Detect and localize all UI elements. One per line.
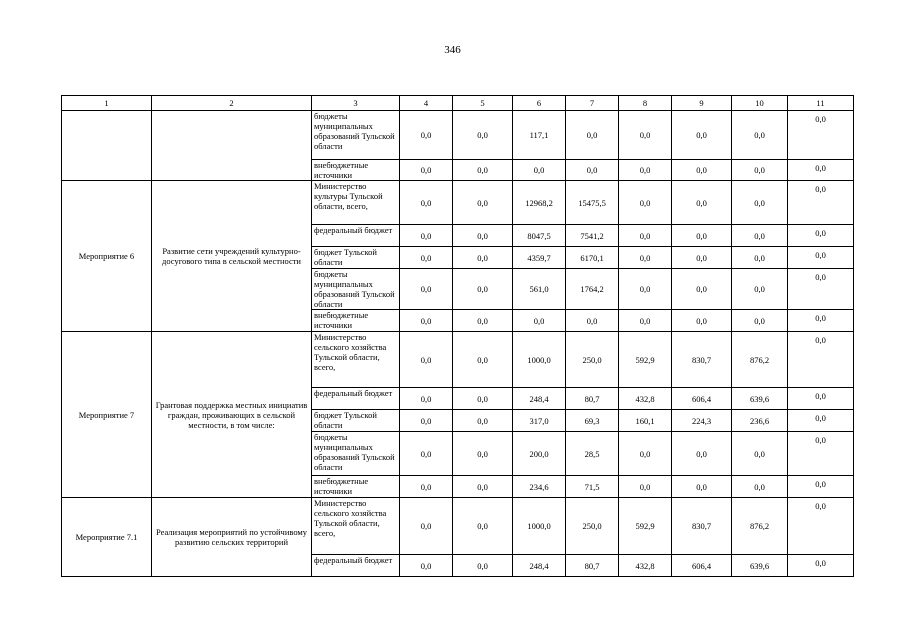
- column-header: 5: [453, 96, 513, 111]
- value-cell: 0,0: [788, 310, 854, 332]
- funding-source-cell: внебюджетные источники: [312, 476, 400, 498]
- value-cell: 0,0: [619, 111, 672, 160]
- value-cell: 248,4: [513, 555, 566, 577]
- value-cell: 0,0: [788, 181, 854, 225]
- value-cell: 0,0: [788, 498, 854, 555]
- event-name-cell: Мероприятие 7.1: [62, 498, 152, 577]
- value-cell: 0,0: [400, 111, 453, 160]
- event-description-cell: [152, 111, 312, 181]
- value-cell: 0,0: [453, 555, 513, 577]
- value-cell: 0,0: [400, 476, 453, 498]
- value-cell: 0,0: [453, 247, 513, 269]
- value-cell: 0,0: [619, 160, 672, 181]
- value-cell: 0,0: [453, 476, 513, 498]
- column-header: 7: [566, 96, 619, 111]
- value-cell: 0,0: [788, 388, 854, 410]
- column-header: 11: [788, 96, 854, 111]
- value-cell: 876,2: [732, 332, 788, 388]
- value-cell: 0,0: [672, 225, 732, 247]
- value-cell: 0,0: [400, 555, 453, 577]
- value-cell: 0,0: [788, 432, 854, 476]
- budget-table: [61, 95, 854, 577]
- value-cell: 8047,5: [513, 225, 566, 247]
- column-header: 1: [62, 96, 152, 111]
- value-cell: 592,9: [619, 332, 672, 388]
- value-cell: 0,0: [732, 310, 788, 332]
- value-cell: 0,0: [732, 111, 788, 160]
- value-cell: 639,6: [732, 388, 788, 410]
- value-cell: 0,0: [453, 111, 513, 160]
- value-cell: 830,7: [672, 498, 732, 555]
- event-name-cell: [62, 111, 152, 181]
- funding-source-cell: федеральный бюджет: [312, 225, 400, 247]
- value-cell: 71,5: [566, 476, 619, 498]
- value-cell: 0,0: [400, 160, 453, 181]
- event-name-cell: Мероприятие 6: [62, 181, 152, 332]
- value-cell: 1000,0: [513, 332, 566, 388]
- value-cell: 15475,5: [566, 181, 619, 225]
- value-cell: 1000,0: [513, 498, 566, 555]
- value-cell: 0,0: [672, 160, 732, 181]
- value-cell: 0,0: [732, 225, 788, 247]
- value-cell: 4359,7: [513, 247, 566, 269]
- value-cell: 0,0: [453, 310, 513, 332]
- value-cell: 0,0: [732, 476, 788, 498]
- value-cell: 248,4: [513, 388, 566, 410]
- funding-source-cell: Министерство сельского хозяйства Тульской области, всего,: [312, 498, 400, 555]
- value-cell: 0,0: [788, 247, 854, 269]
- value-cell: 0,0: [566, 310, 619, 332]
- column-header: 10: [732, 96, 788, 111]
- value-cell: 0,0: [788, 225, 854, 247]
- value-cell: 432,8: [619, 555, 672, 577]
- value-cell: 876,2: [732, 498, 788, 555]
- value-cell: 0,0: [566, 160, 619, 181]
- value-cell: 0,0: [732, 432, 788, 476]
- value-cell: 0,0: [672, 269, 732, 310]
- value-cell: 0,0: [400, 332, 453, 388]
- value-cell: 6170,1: [566, 247, 619, 269]
- value-cell: 80,7: [566, 388, 619, 410]
- funding-source-cell: бюджеты муниципальных образований Тульской области: [312, 432, 400, 476]
- column-header: 4: [400, 96, 453, 111]
- column-header: 8: [619, 96, 672, 111]
- value-cell: 0,0: [400, 310, 453, 332]
- value-cell: 592,9: [619, 498, 672, 555]
- value-cell: 12968,2: [513, 181, 566, 225]
- value-cell: 0,0: [788, 111, 854, 160]
- event-description-cell: Реализация мероприятий по устойчивому развитию сельских территорий: [152, 498, 312, 577]
- value-cell: 0,0: [619, 432, 672, 476]
- value-cell: 0,0: [732, 247, 788, 269]
- value-cell: 250,0: [566, 332, 619, 388]
- value-cell: 606,4: [672, 555, 732, 577]
- value-cell: 0,0: [453, 225, 513, 247]
- event-name-cell: Мероприятие 7: [62, 332, 152, 498]
- event-description-cell: Грантовая поддержка местных инициатив граждан, проживающих в сельской местности, в том числе:: [152, 332, 312, 498]
- value-cell: 0,0: [400, 498, 453, 555]
- value-cell: 0,0: [788, 410, 854, 432]
- value-cell: 0,0: [788, 269, 854, 310]
- value-cell: 250,0: [566, 498, 619, 555]
- value-cell: 0,0: [672, 432, 732, 476]
- value-cell: 0,0: [788, 160, 854, 181]
- value-cell: 0,0: [619, 269, 672, 310]
- value-cell: 0,0: [453, 410, 513, 432]
- value-cell: 0,0: [672, 247, 732, 269]
- value-cell: 0,0: [619, 476, 672, 498]
- value-cell: 234,6: [513, 476, 566, 498]
- value-cell: 0,0: [453, 181, 513, 225]
- value-cell: 200,0: [513, 432, 566, 476]
- value-cell: 317,0: [513, 410, 566, 432]
- value-cell: 0,0: [453, 432, 513, 476]
- value-cell: 0,0: [672, 111, 732, 160]
- value-cell: 830,7: [672, 332, 732, 388]
- value-cell: 0,0: [513, 310, 566, 332]
- value-cell: 224,3: [672, 410, 732, 432]
- value-cell: 0,0: [788, 555, 854, 577]
- value-cell: 0,0: [513, 160, 566, 181]
- page-number: 346: [444, 44, 461, 56]
- value-cell: 236,6: [732, 410, 788, 432]
- funding-source-cell: внебюджетные источники: [312, 310, 400, 332]
- value-cell: 0,0: [732, 181, 788, 225]
- value-cell: 0,0: [400, 181, 453, 225]
- value-cell: 0,0: [453, 498, 513, 555]
- value-cell: 117,1: [513, 111, 566, 160]
- value-cell: 0,0: [400, 225, 453, 247]
- table-row: [62, 498, 854, 555]
- event-description-cell: Развитие сети учреждений культурно-досугового типа в сельской местности: [152, 181, 312, 332]
- value-cell: 0,0: [453, 388, 513, 410]
- value-cell: 432,8: [619, 388, 672, 410]
- value-cell: 0,0: [453, 332, 513, 388]
- column-header: 6: [513, 96, 566, 111]
- value-cell: 561,0: [513, 269, 566, 310]
- value-cell: 0,0: [566, 111, 619, 160]
- funding-source-cell: бюджеты муниципальных образований Тульской области: [312, 269, 400, 310]
- value-cell: 0,0: [619, 247, 672, 269]
- value-cell: 0,0: [453, 160, 513, 181]
- value-cell: 0,0: [672, 181, 732, 225]
- value-cell: 69,3: [566, 410, 619, 432]
- value-cell: 0,0: [619, 310, 672, 332]
- value-cell: 0,0: [788, 476, 854, 498]
- value-cell: 0,0: [672, 476, 732, 498]
- value-cell: 0,0: [400, 432, 453, 476]
- value-cell: 0,0: [619, 181, 672, 225]
- column-header: 3: [312, 96, 400, 111]
- funding-source-cell: бюджеты муниципальных образований Тульской области: [312, 111, 400, 160]
- funding-source-cell: федеральный бюджет: [312, 388, 400, 410]
- column-header: 2: [152, 96, 312, 111]
- value-cell: 0,0: [788, 332, 854, 388]
- value-cell: 0,0: [619, 225, 672, 247]
- value-cell: 639,6: [732, 555, 788, 577]
- value-cell: 606,4: [672, 388, 732, 410]
- funding-source-cell: федеральный бюджет: [312, 555, 400, 577]
- column-header: 9: [672, 96, 732, 111]
- value-cell: 80,7: [566, 555, 619, 577]
- table-row: [62, 181, 854, 225]
- value-cell: 0,0: [400, 269, 453, 310]
- value-cell: 0,0: [732, 160, 788, 181]
- table-row: [62, 111, 854, 160]
- value-cell: 160,1: [619, 410, 672, 432]
- funding-source-cell: бюджет Тульской области: [312, 247, 400, 269]
- value-cell: 0,0: [400, 388, 453, 410]
- funding-source-cell: бюджет Тульской области: [312, 410, 400, 432]
- value-cell: 7541,2: [566, 225, 619, 247]
- value-cell: 0,0: [453, 269, 513, 310]
- value-cell: 0,0: [672, 310, 732, 332]
- value-cell: 1764,2: [566, 269, 619, 310]
- header-row: [62, 96, 854, 111]
- funding-source-cell: внебюджетные источники: [312, 160, 400, 181]
- value-cell: 0,0: [400, 247, 453, 269]
- value-cell: 28,5: [566, 432, 619, 476]
- value-cell: 0,0: [732, 269, 788, 310]
- funding-source-cell: Министерство сельского хозяйства Тульской области, всего,: [312, 332, 400, 388]
- value-cell: 0,0: [400, 410, 453, 432]
- table-row: [62, 332, 854, 388]
- funding-source-cell: Министерство культуры Тульской области, всего,: [312, 181, 400, 225]
